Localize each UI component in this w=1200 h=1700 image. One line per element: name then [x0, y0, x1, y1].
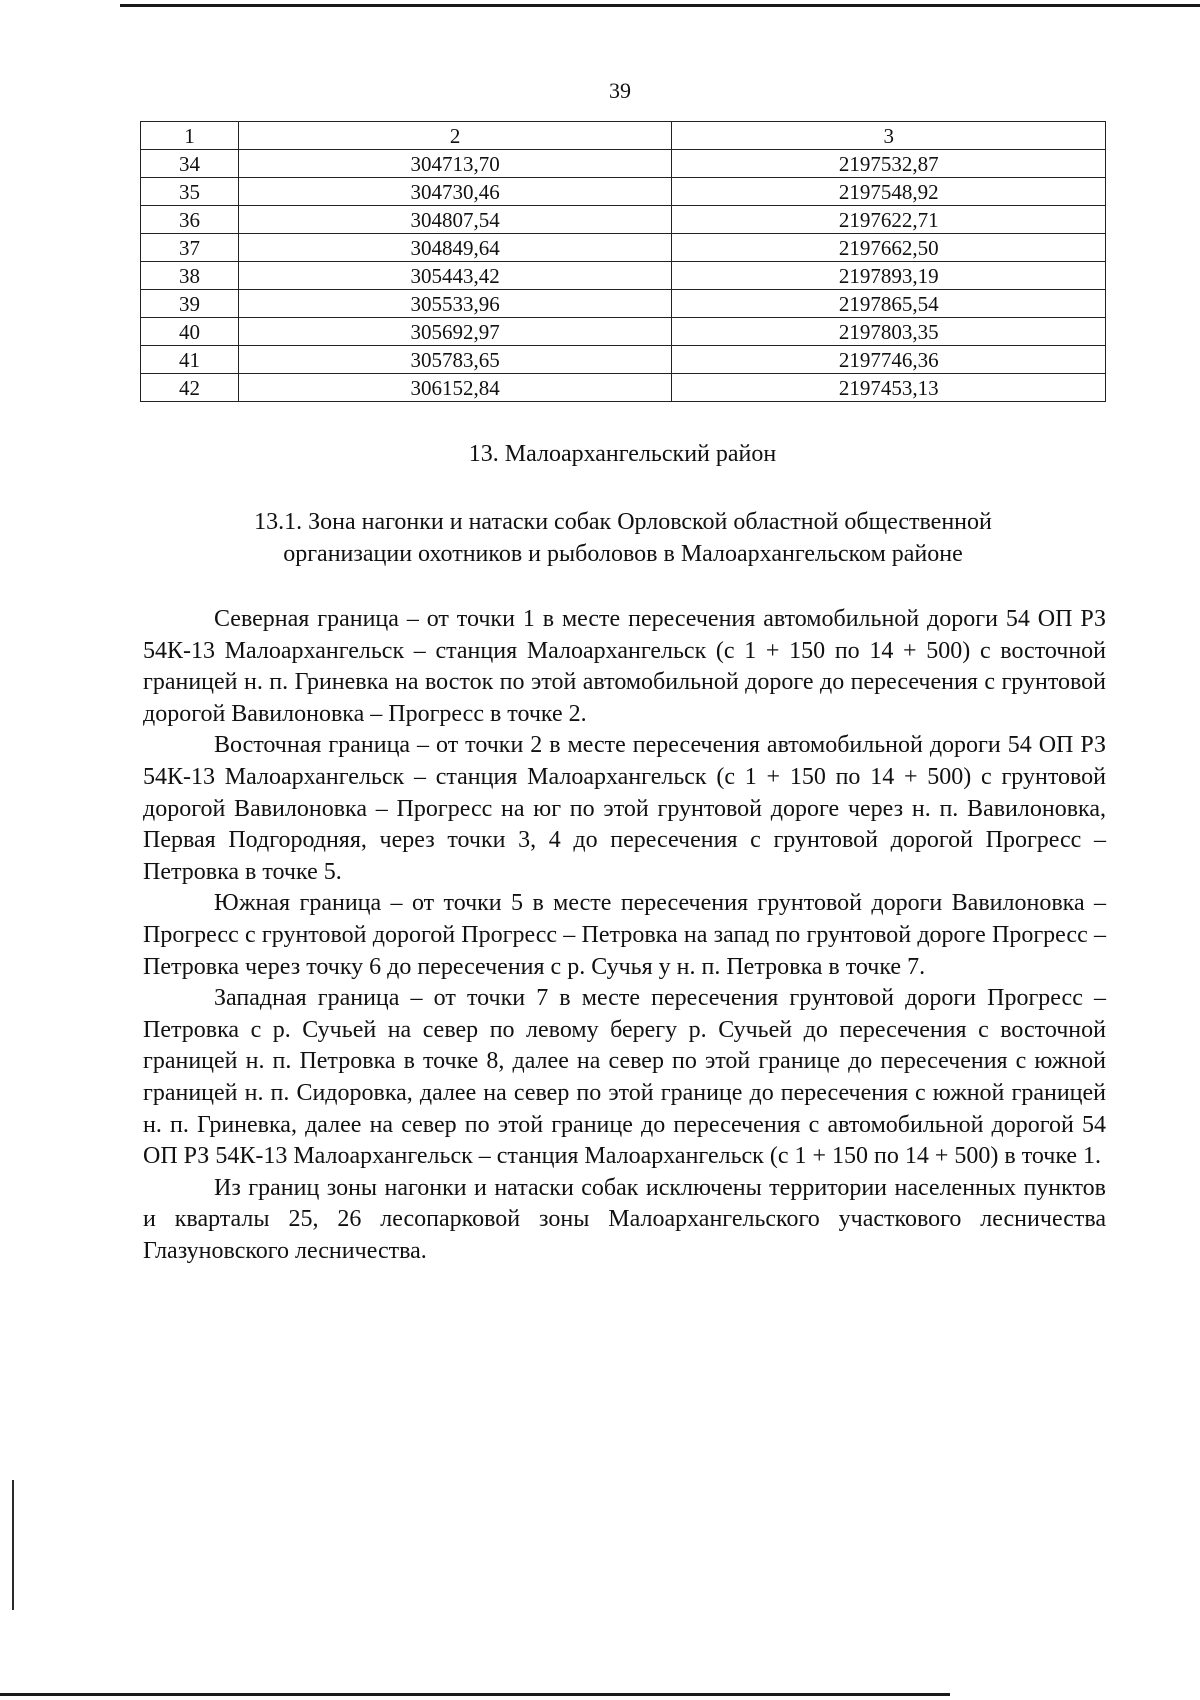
- coordinate-y: 2197532,87: [672, 150, 1106, 178]
- point-number: 42: [141, 374, 239, 402]
- column-header-number: 1: [141, 122, 239, 150]
- southern-boundary-paragraph: Южная граница – от точки 5 в месте пересечения грунтовой дороги Вавилоновка – Прогресс с грунтовой дорогой Прогресс – Петровка на запад по грунтовой дороге Прогресс – Петровка через точку 6 до пересечения с р. Сучья у н. п. Петровка в точке 7.: [143, 890, 1106, 980]
- point-number: 36: [141, 206, 239, 234]
- coordinate-y: 2197453,13: [672, 374, 1106, 402]
- coordinate-x: 305533,96: [238, 290, 672, 318]
- eastern-boundary-paragraph: Восточная граница – от точки 2 в месте пересечения автомобильной дороги 54 ОП РЗ 54К-13 Малоархангельск – станция Малоархангельск (с 1 + 150 по 14 + 500) с грунтовой дорогой Вавилоновка – Прогресс на юг по этой грунтовой дороге через н. п. Вавилоновка, Первая Подгородняя, через точки 3, 4 до пересечения с грунтовой дорогой Прогресс – Петровка в точке 5.: [143, 732, 1106, 885]
- coordinate-y: 2197662,50: [672, 234, 1106, 262]
- table-header-row: [141, 122, 1106, 150]
- column-header-x: 2: [238, 122, 672, 150]
- table-row: [141, 318, 1106, 346]
- table-row: [141, 374, 1106, 402]
- scan-border-left: [12, 1480, 14, 1610]
- coordinate-x: 304713,70: [238, 150, 672, 178]
- point-number: 35: [141, 178, 239, 206]
- point-number: 37: [141, 234, 239, 262]
- coordinate-x: 305443,42: [238, 262, 672, 290]
- scan-border-top: [120, 4, 1200, 7]
- coordinate-x: 305783,65: [238, 346, 672, 374]
- table-row: [141, 178, 1106, 206]
- western-boundary-paragraph: Западная граница – от точки 7 в месте пересечения грунтовой дороги Прогресс – Петровка с р. Сучьей на север по левому берегу р. Сучьей до пересечения с восточной границей н. п. Петровка в точке 8, далее на север по этой границе до пересечения с южной границей н. п. Сидоровка, далее на север по этой границе до пересечения с южной границей н. п. Гриневка, далее на север по этой границе до пересечения с автомобильной дорогой 54 ОП РЗ 54К-13 Малоархангельск – станция Малоархангельск (с 1 + 150 по 14 + 500) в точке 1.: [143, 985, 1106, 1170]
- zone-description: [143, 604, 1106, 1267]
- zone-heading: [140, 506, 1106, 570]
- point-number: 34: [141, 150, 239, 178]
- table-row: [141, 262, 1106, 290]
- coordinate-x: 305692,97: [238, 318, 672, 346]
- point-number: 38: [141, 262, 239, 290]
- point-number: 41: [141, 346, 239, 374]
- zone-heading-line-1: 13.1. Зона нагонки и натаски собак Орловской областной общественной: [254, 509, 992, 535]
- table-row: [141, 206, 1106, 234]
- table-row: [141, 234, 1106, 262]
- northern-boundary-paragraph: Северная граница – от точки 1 в месте пересечения автомобильной дороги 54 ОП РЗ 54К-13 Малоархангельск – станция Малоархангельск (с 1 + 150 по 14 + 500) с восточной границей н. п. Гриневка на восток по этой автомобильной дороге до пересечения с грунтовой дорогой Вавилоновка – Прогресс в точке 2.: [143, 606, 1106, 727]
- table-row: [141, 290, 1106, 318]
- coordinate-y: 2197803,35: [672, 318, 1106, 346]
- coordinate-y: 2197548,92: [672, 178, 1106, 206]
- scan-border-bottom: [0, 1693, 950, 1696]
- table-row: [141, 346, 1106, 374]
- coordinate-y: 2197893,19: [672, 262, 1106, 290]
- coordinate-x: 304730,46: [238, 178, 672, 206]
- zone-heading-line-2: организации охотников и рыболовов в Малоархангельском районе: [283, 541, 963, 567]
- coordinate-y: 2197746,36: [672, 346, 1106, 374]
- point-number: 39: [141, 290, 239, 318]
- table-row: [141, 150, 1106, 178]
- point-number: 40: [141, 318, 239, 346]
- exclusions-paragraph: Из границ зоны нагонки и натаски собак исключены территории населенных пунктов и кварталы 25, 26 лесопарковой зоны Малоархангельского участкового лесничества Глазуновского лесничества.: [143, 1174, 1106, 1264]
- coordinate-y: 2197865,54: [672, 290, 1106, 318]
- district-heading: 13. Малоархангельский район: [468, 441, 777, 467]
- coordinate-x: 304849,64: [238, 234, 672, 262]
- coordinates-table: [140, 121, 1106, 402]
- coordinate-x: 304807,54: [238, 206, 672, 234]
- column-header-y: 3: [672, 122, 1106, 150]
- coordinate-y: 2197622,71: [672, 206, 1106, 234]
- coordinate-x: 306152,84: [238, 374, 672, 402]
- page-number: 39: [609, 78, 631, 103]
